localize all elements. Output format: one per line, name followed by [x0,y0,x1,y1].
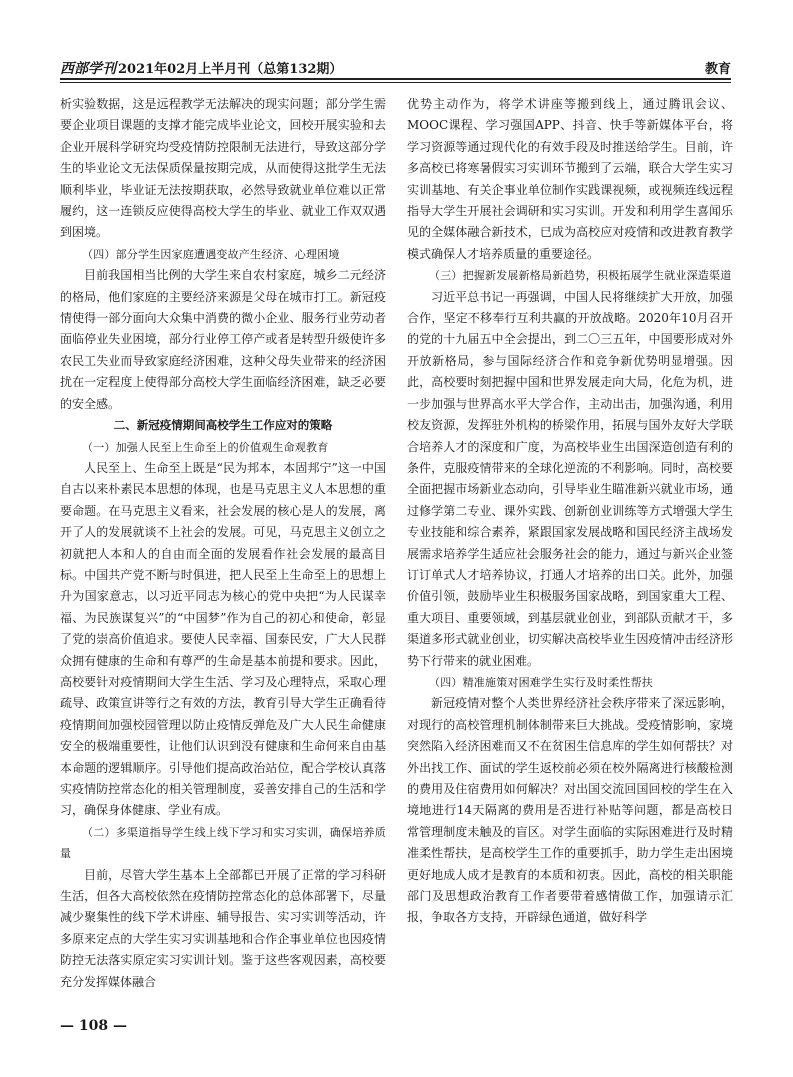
subsection-heading: （一）加强人民至上生命至上的价值观生命观教育 [82,440,329,454]
paragraph: 析实验数据，这是远程教学无法解决的现实问题；部分学生需要企业项目课题的支撑才能完成毕业论文，回校开展实验和去企业开展科学研究均受疫情防控限制无法进行，导致这部分学生的毕业论文无法保质保量按期完成，从而使得这批学生无法顺利毕业，毕业证无法按期获取，必然导致就业单位难以正常履约，这一连锁反应使得高校大学生的毕业、就业工作双双遇到困境。 [60,97,386,240]
section-label: 教育 [704,62,731,77]
page-number: — 108 — [60,1018,127,1034]
paragraph: 目前我国相当比例的大学生来自农村家庭，城乡二元经济的格局，他们家庭的主要经济来源是父母在城市打工。新冠疫情使得一部分面向大众集中消费的微小企业、服务行业劳动者面临停业失业困境，部分行业停工停产或者是转型升级使许多农民工失业而导致家庭经济困难，这种父母失业带来的经济困扰在一定程度上使得部分高校大学生面临经济困难，缺乏必要的安全感。 [60,268,386,411]
journal-logo: 西部学刊 [60,61,116,77]
header-rule [60,78,731,80]
section-heading: 二、新冠疫情期间高校学生工作应对的策略 [113,418,333,433]
paragraph: 目前，尽管大学生基本上全部都已开展了正常的学习科研生活，但各大高校依然在疫情防控常态化的总体部署下，尽量减少聚集性的线下学术讲座、辅导报告、实习实训等活动，许多原来定点的大学生实习实训基地和合作企事业单位也因疫情防控无法落实原定实习实训计划。鉴于这些客观因素，高校要充分发挥媒体融合 [60,867,386,989]
header-rule-thin [60,82,731,83]
subsection-heading: （四）部分学生因家庭遭遇变故产生经济、心理困境 [82,247,340,261]
header-journal-issue [60,58,342,78]
subsection-heading: （四）精准施策对困难学生实行及时柔性帮扶 [429,675,653,689]
paragraph: 优势主动作为，将学术讲座等搬到线上，通过腾讯会议、MOOC课程、学习强国APP、抖音、快手等新媒体平台，将学习资源等通过现代化的有效手段及时推送给学生。目前，许多高校已将寒暑假实习实训环节搬到了云端，联合大学生实习实训基地、有关企事业单位制作实践课视频，或视频连线远程指导大学生开展社会调研和实习实训。开发和利用学生喜闻乐见的全媒体融合新技术，已成为高校应对疫情和改进教育教学模式确保人才培养质量的重要途径。 [407,97,733,261]
paragraph: 人民至上、生命至上既是“民为邦本，本固邦宁”这一中国自古以来朴素民本思想的体现，也是马克思主义人本思想的重要命题。在马克思主义看来，社会发展的核心是人的发展，离开了人的发展就谈不上社会的发展。可见，马克思主义创立之初就把人本和人的自由而全面的发展看作社会发展的最高目标。中国共产党不断与时俱进，把人民至上生命至上的思想上升为国家意志，以习近平同志为核心的党中央把“为人民谋幸福、为民族谋复兴”的“中国梦”作为自己的初心和使命，彰显了党的崇高价值追求。要使人民幸福、国泰民安，广大人民群众拥有健康的生命和有尊严的生命是基本前提和要求。因此，高校要针对疫情期间大学生生活、学习及心理特点，采取心理疏导、政策宣讲等行之有效的方法，教育引导大学生正确看待疫情期间加强校园管理以防止疫情反弹危及广大人民生命健康安全的极端重要性，让他们认识到没有健康和生命何来自由基本命题的逻辑顺序。引导他们提高政治站位，配合学校认真落实疫情防控常态化的相关管理制度，妥善安排自己的生活和学习，确保身体健康、学业有成。 [60,460,386,818]
running-header [60,58,731,80]
issue-label: 2021年02月上半月刊（总第132期） [118,62,343,77]
subsection-heading: （二）多渠道指导学生线上线下学习和实习实训，确保培养质量 [60,825,386,861]
paragraph: 新冠疫情对整个人类世界经济社会秩序带来了深远影响，对现行的高校管理机制体制带来巨大挑战。受疫情影响，家境突然陷入经济困难而又不在贫困生信息库的学生如何帮扶？对外出找工作、面试的学生返校前必须在校外隔离进行核酸检测的费用及住宿费用如何解决？对出国交流回国回校的学生在入境地进行14天隔离的费用是否进行补贴等问题，都是高校日常管理制度未触及的盲区。对学生面临的实际困难进行及时精准柔性帮扶，是高校学生工作的重要抓手，助力学生走出困境更好地成人成才是教育的本质和初衷。因此，高校的相关职能部门及思想政治教育工作者要带着感情做工作，加强请示汇报，争取各方支持，开辟绿色通道，做好科学 [407,696,733,925]
paragraph: 习近平总书记一再强调，中国人民将继续扩大开放，加强合作，坚定不移奉行互利共赢的开放战略。2020年10月召开的党的十九届五中全会提出，到二〇三五年，中国要形成对外开放新格局，参与国际经济合作和竞争新优势明显增强。因此，高校要时刻把握中国和世界发展走向大局，化危为机，进一步加强与世界高水平大学合作，主动出击，加强沟通，利用校友资源，发挥驻外机构的桥梁作用，拓展与国外友好大学联合培养人才的深度和广度，为高校毕业生出国深造创造有利的条件，克服疫情带来的全球化逆流的不利影响。同时，高校要全面把握市场新业态动向，引导毕业生瞄准新兴就业市场，通过修学第二专业、课外实践、创新创业训练等方式增强大学生专业技能和综合素养，紧跟国家发展战略和国民经济主战场发展需求培养学生适应社会服务社会的能力，通过与新兴企业签订订单式人才培养协议，打通人才培养的出口关。此外，加强价值引领，鼓励毕业生积极服务国家战略，到国家重大工程、重大项目、重要领域，到基层就业创业，到部队贡献才干，多渠道多形式就业创业，切实解决高校毕业生因疫情冲击经济形势下行带来的就业困难。 [407,289,733,668]
left-column [60,94,386,1024]
subsection-heading: （三）把握新发展新格局新趋势，积极拓展学生就业深造渠道 [429,269,732,283]
right-column [407,94,733,1024]
